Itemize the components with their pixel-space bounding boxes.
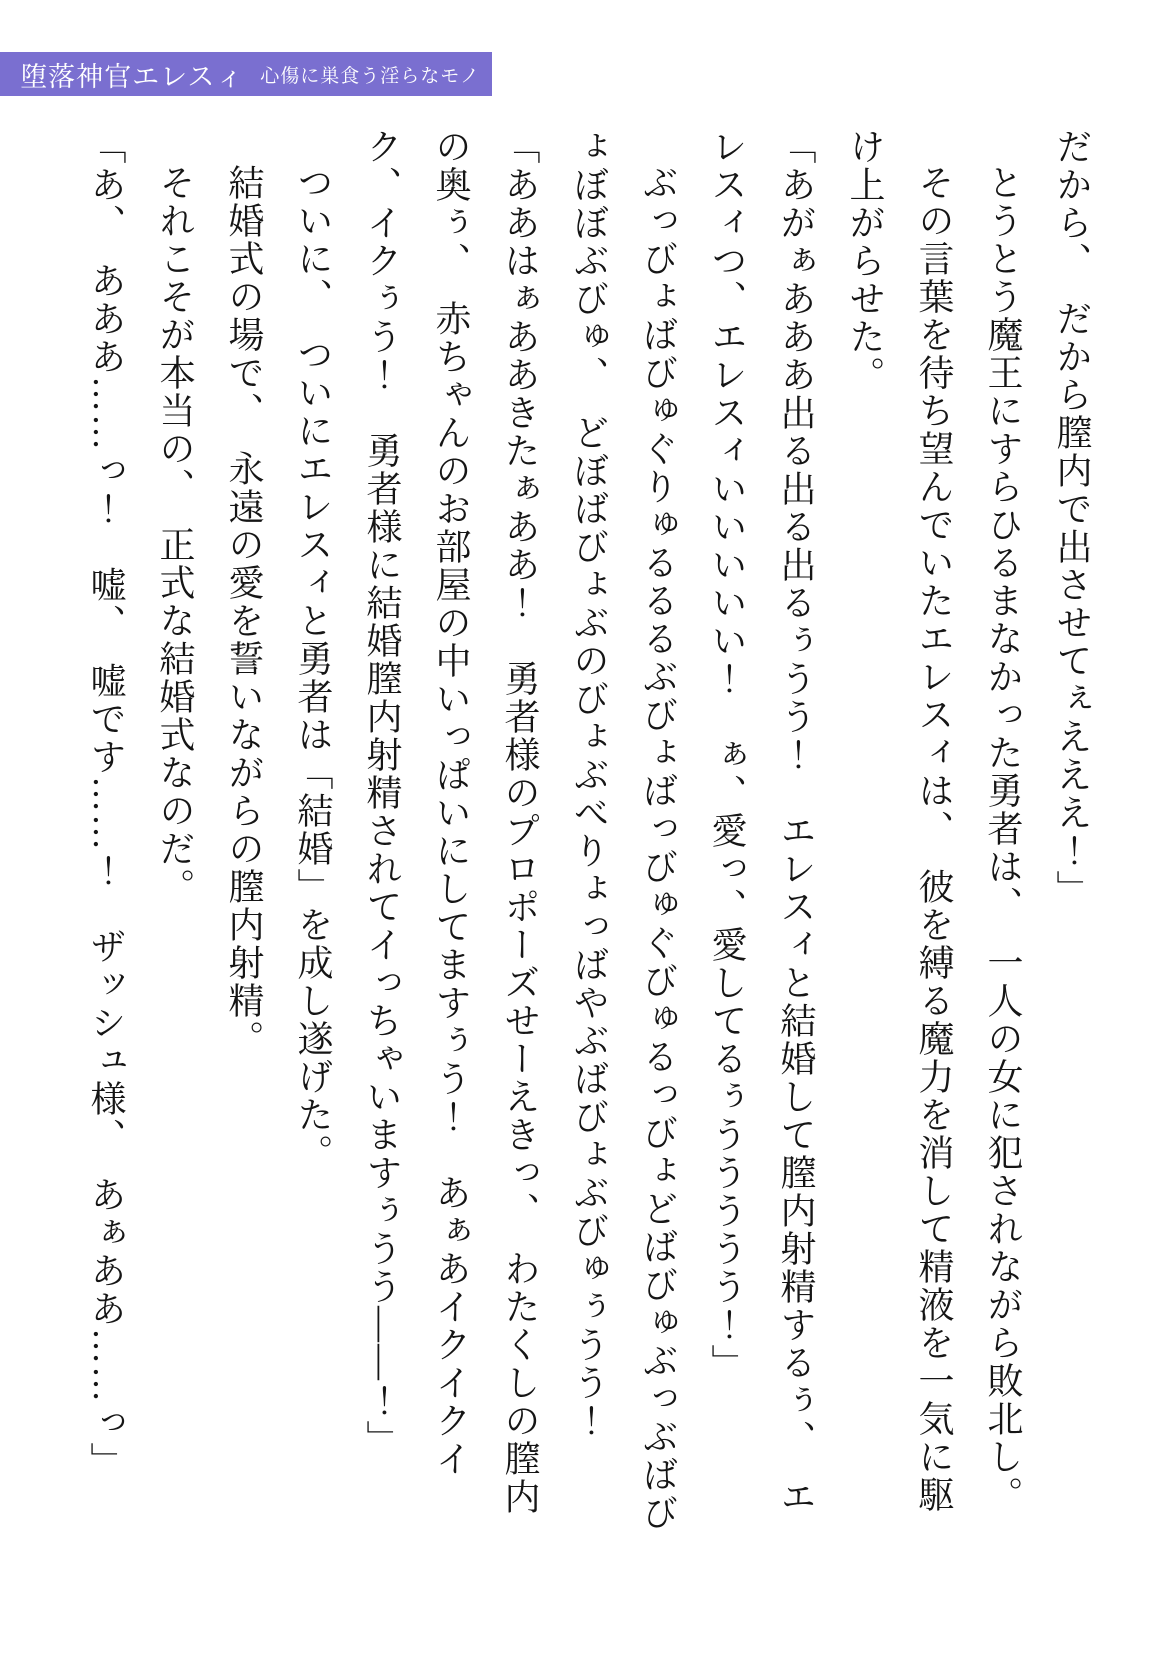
book-subtitle: 心傷に巣食う淫らなモノ — [260, 65, 480, 87]
paragraph: 「あ、 あああ……っ！ 嘘、 嘘です……！ ザッシュ様、 あぁああ……っ」 — [86, 128, 126, 1480]
paragraph: その言葉を待ち望んでいたエレスィは、 彼を縛る魔力を消して精液を一気に駆け上がらせた。 — [845, 128, 954, 1514]
paragraph: 結婚式の場で、 永遠の愛を誓いながらの膣内射精。 — [224, 164, 264, 1058]
paragraph: 「ああはぁああきたぁああ！ 勇者様のプロポーズせーえきっ、 わたくしの膣内の奥ぅ、 赤ちゃんのお部屋の中いっぱいにしてますぅう！ あぁあイクイクイク、イクぅう！ 勇者様に結婚膣内射精されてイっちゃいますぅうう――！」 — [362, 128, 540, 1516]
paragraph: ぶっびょばびゅぐりゅるるるぶびょばっびゅぐびゅるっびょどばびゅぶっぶばびょぼぼぶびゅ、 どぼばびょぶのびょぶべりょっばやぶばびょぶびゅぅうう！ — [569, 128, 678, 1532]
paragraph: とうとう魔王にすらひるまなかった勇者は、 一人の女に犯されながら敗北し。 — [983, 164, 1023, 1514]
paragraph: それこそが本当の、 正式な結婚式なのだ。 — [155, 164, 195, 906]
paragraph: 「あがぁあああ出る出る出るぅうう！ エレスィと結婚して膣内射精するぅ、 エレスィつ、エレスィいいいいい！ ぁ、愛っ、愛してるぅううううう！」 — [707, 128, 816, 1516]
body-text — [71, 128, 1106, 1548]
paragraph: ついに、 ついにエレスィと勇者は「結婚」を成し遂げた。 — [293, 164, 333, 1172]
book-title: 堕落神官エレスィ — [20, 61, 245, 92]
paragraph: だから、 だから膣内で出させてぇえええ！」 — [1052, 128, 1092, 908]
header-banner — [0, 52, 492, 96]
